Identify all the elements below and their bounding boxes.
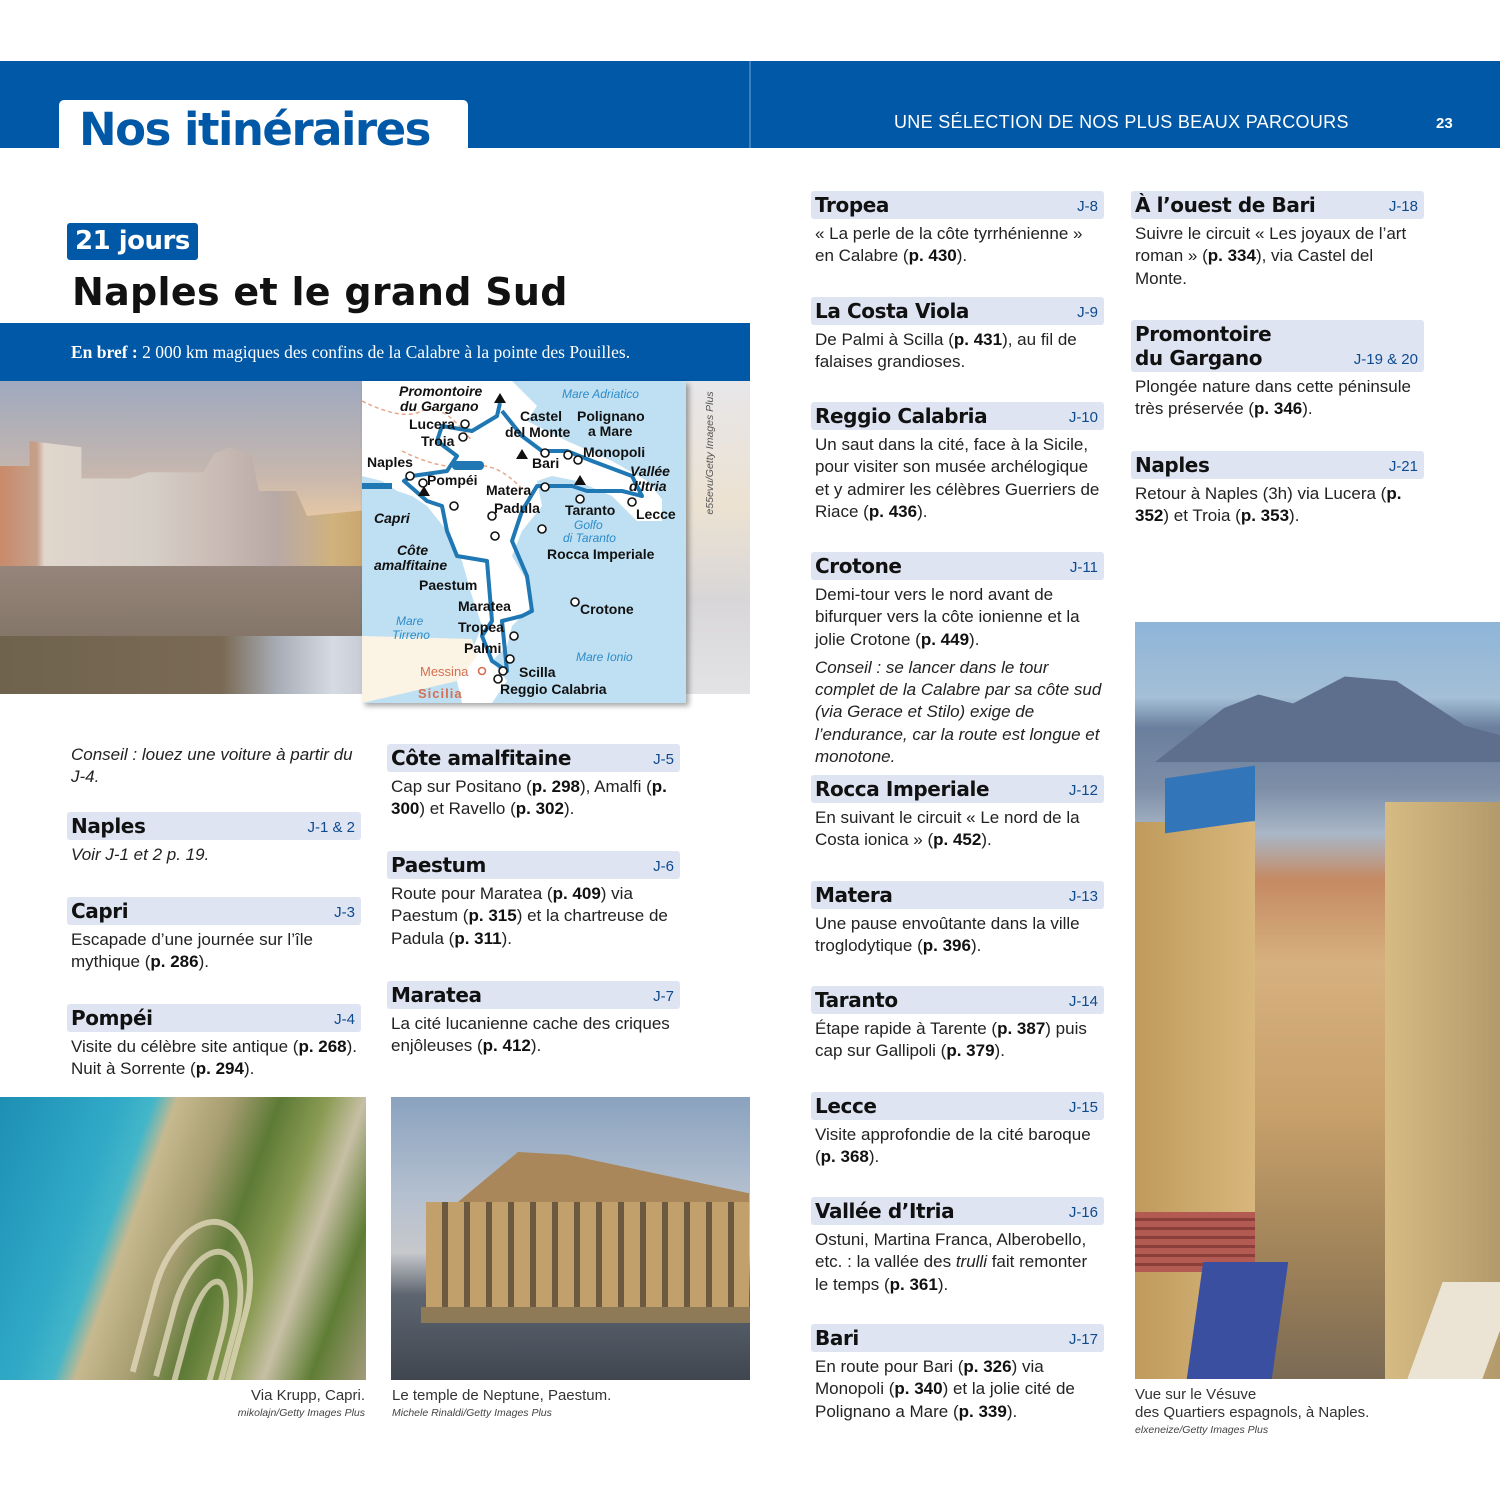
entry-name: À l’ouest de Bari bbox=[1135, 193, 1316, 217]
entry-header bbox=[811, 552, 1104, 580]
itinerary-entry bbox=[67, 1004, 361, 1081]
section-title-tab bbox=[59, 100, 468, 156]
photo-via-krupp-capri bbox=[0, 1097, 366, 1380]
page-gutter bbox=[749, 61, 751, 148]
entry-day: J-10 bbox=[1068, 409, 1098, 426]
entry-name: Côte amalfitaine bbox=[391, 746, 572, 770]
entry-header bbox=[67, 897, 361, 925]
photo-quartiers-espagnols-naples bbox=[1135, 622, 1500, 1379]
map-label-del-monte: del Monte bbox=[505, 424, 571, 440]
itinerary-entry bbox=[1131, 191, 1424, 290]
map-label-matera: Matera bbox=[486, 482, 532, 498]
entry-day: J-9 bbox=[1077, 304, 1098, 321]
entry-name: Pompéi bbox=[71, 1006, 153, 1030]
entry-body: Visite approfondie de la cité baroque (p. 368). bbox=[815, 1125, 1091, 1167]
entry-body: Un saut dans la cité, face à la Sicile, pour visiter son musée archélogique et y admirer les célèbres Guerriers de Riace (p. 436). bbox=[815, 435, 1100, 521]
photo-temple-roof bbox=[419, 1152, 749, 1207]
photo-credit-paestum: Michele Rinaldi/Getty Images Plus bbox=[392, 1407, 552, 1419]
car-icon bbox=[452, 461, 484, 470]
entry-day: J-7 bbox=[653, 988, 674, 1005]
itinerary-entry bbox=[811, 191, 1104, 268]
entry-day: J-4 bbox=[334, 1011, 355, 1028]
entry-body: Demi-tour vers le nord avant de bifurquer vers la côte ionienne et la jolie Crotone (p. 449). bbox=[815, 585, 1080, 649]
itinerary-entry bbox=[811, 402, 1104, 523]
photo-credit-naples: elxeneize/Getty Images Plus bbox=[1135, 1424, 1269, 1436]
entry-header bbox=[811, 191, 1104, 219]
map-label-paestum: Paestum bbox=[419, 577, 478, 593]
entry-day: J-19 & 20 bbox=[1353, 351, 1418, 368]
entry-header bbox=[811, 881, 1104, 909]
itinerary-entry bbox=[67, 897, 361, 974]
entry-header bbox=[811, 1197, 1104, 1225]
map-label-cote: Côte bbox=[397, 542, 429, 558]
map-sea-golfo: Golfo bbox=[574, 518, 603, 532]
itinerary-entry bbox=[811, 297, 1104, 374]
entry-body: Plongée nature dans cette péninsule très préservée (p. 346). bbox=[1135, 377, 1411, 419]
entry-header bbox=[811, 1324, 1104, 1352]
entry-day: J-15 bbox=[1068, 1099, 1098, 1116]
map-sea-tirreno: Tirreno bbox=[392, 628, 430, 642]
en-bref-text bbox=[71, 342, 630, 363]
entry-name: Crotone bbox=[815, 554, 902, 578]
entry-name: Rocca Imperiale bbox=[815, 777, 990, 801]
photo-blue-cloth bbox=[1187, 1262, 1288, 1379]
entry-body: Retour à Naples (3h) via Lucera (p. 352) et Troia (p. 353). bbox=[1135, 484, 1402, 526]
map-label-palmi: Palmi bbox=[464, 640, 502, 656]
entry-header bbox=[811, 1092, 1104, 1120]
itinerary-entry bbox=[811, 552, 1108, 768]
map-sea-mare: Mare bbox=[396, 614, 424, 628]
entry-header bbox=[387, 981, 680, 1009]
map-label-ditria: d'Itria bbox=[629, 478, 667, 494]
photo-temple-base bbox=[421, 1307, 750, 1323]
page-number: 23 bbox=[1436, 115, 1453, 132]
map-label-vallee: Vallée bbox=[630, 463, 670, 479]
itinerary-entry bbox=[67, 812, 361, 866]
entry-header bbox=[1131, 451, 1424, 479]
map-label-reggio: Reggio Calabria bbox=[500, 681, 607, 697]
entry-day: J-3 bbox=[334, 904, 355, 921]
entry-body: Visite du célèbre site antique (p. 268). Nuit à Sorrente (p. 294). bbox=[71, 1037, 358, 1079]
hero-photo-credit bbox=[700, 392, 720, 522]
entry-header bbox=[67, 1004, 361, 1032]
map-label-castel: Castel bbox=[520, 408, 563, 424]
entry-day: J-13 bbox=[1068, 888, 1098, 905]
itinerary-entry bbox=[811, 986, 1104, 1063]
entry-name: Bari bbox=[815, 1326, 859, 1350]
entry-header bbox=[811, 297, 1104, 325]
map-label-a-mare: a Mare bbox=[588, 423, 633, 439]
header-subtitle: UNE SÉLECTION DE NOS PLUS BEAUX PARCOURS bbox=[894, 112, 1349, 132]
map-label-promontoire: Promontoire bbox=[399, 383, 483, 399]
map-label-tropea: Tropea bbox=[458, 619, 504, 635]
map-label-troia: Troia bbox=[421, 433, 455, 449]
route-map bbox=[362, 381, 686, 703]
entry-body: De Palmi à Scilla (p. 431), au fil de falaises grandioses. bbox=[815, 330, 1077, 372]
entry-header bbox=[67, 812, 361, 840]
photo-buildings bbox=[0, 441, 370, 566]
map-sea-ionio: Mare Ionio bbox=[576, 650, 633, 664]
entry-day: J-12 bbox=[1068, 782, 1098, 799]
photo-caption-capri: Via Krupp, Capri. bbox=[251, 1387, 365, 1404]
entry-name: Reggio Calabria bbox=[815, 404, 988, 428]
ferry-icon bbox=[362, 483, 392, 489]
map-sea-di-taranto: di Taranto bbox=[563, 531, 616, 545]
en-bref-summary: 2 000 km magiques des confins de la Calabre à la pointe des Pouilles. bbox=[137, 342, 631, 362]
entry-header bbox=[387, 744, 680, 772]
map-label-polignano: Polignano bbox=[577, 408, 645, 424]
entry-body: En route pour Bari (p. 326) via Monopoli (p. 340) et la jolie cité de Polignano a Mare (p. 339). bbox=[815, 1357, 1075, 1421]
itinerary-entry bbox=[811, 1324, 1104, 1423]
entry-name: Capri bbox=[71, 899, 129, 923]
map-label-lecce: Lecce bbox=[636, 506, 676, 522]
map-label-monopoli: Monopoli bbox=[583, 444, 646, 460]
entry-body: Une pause envoûtante dans la ville troglodytique (p. 396). bbox=[815, 914, 1080, 956]
entry-conseil-note: Conseil : se lancer dans le tour complet de la Calabre par sa côte sud (via Gerace et Stilo) exige de l’endurance, car la route est longue et monotone. bbox=[815, 657, 1102, 767]
entry-day: J-1 & 2 bbox=[307, 819, 355, 836]
map-label-taranto: Taranto bbox=[565, 502, 616, 518]
entry-header bbox=[1131, 320, 1424, 372]
map-label-amalfitaine: amalfitaine bbox=[374, 557, 448, 573]
photo-caption-paestum: Le temple de Neptune, Paestum. bbox=[392, 1387, 612, 1404]
conseil-intro: Conseil : louez une voiture à partir du J-4. bbox=[71, 745, 353, 786]
entry-body: En suivant le circuit « Le nord de la Costa ionica » (p. 452). bbox=[815, 808, 1080, 850]
map-label-bari: Bari bbox=[532, 455, 560, 471]
entry-day: J-16 bbox=[1068, 1204, 1098, 1221]
map-label-padula: Padula bbox=[494, 500, 540, 516]
entry-body: Ostuni, Martina Franca, Alberobello, etc. : la vallée des trulli fait remonter le temps (p. 361). bbox=[815, 1230, 1088, 1294]
map-sea-adriatico: Mare Adriatico bbox=[562, 387, 639, 401]
itinerary-entry bbox=[1131, 451, 1424, 528]
entry-name: Lecce bbox=[815, 1094, 877, 1118]
map-label-pompei: Pompéi bbox=[427, 472, 478, 488]
entry-body-text: Voir J-1 et 2 p. 19. bbox=[71, 845, 210, 864]
entry-name: Naples bbox=[71, 814, 146, 838]
entry-day: J-21 bbox=[1388, 458, 1418, 475]
entry-name: La Costa Viola bbox=[815, 299, 970, 323]
entry-body: Étape rapide à Tarente (p. 387) puis cap sur Gallipoli (p. 379). bbox=[815, 1019, 1087, 1061]
entry-day: J-17 bbox=[1068, 1331, 1098, 1348]
photo-temple-columns bbox=[426, 1202, 749, 1312]
itinerary-entry bbox=[811, 1092, 1104, 1169]
photo-seawall bbox=[0, 566, 370, 636]
map-label-crotone: Crotone bbox=[580, 601, 634, 617]
map-label-messina: Messina bbox=[420, 664, 469, 679]
entry-name: Maratea bbox=[391, 983, 482, 1007]
photo-vesuvius bbox=[1155, 672, 1500, 762]
photo-credit-capri: mikolajn/Getty Images Plus bbox=[237, 1407, 365, 1419]
itinerary-entry bbox=[811, 881, 1104, 958]
entry-name: Promontoire du Gargano bbox=[1135, 322, 1272, 370]
map-label-maratea: Maratea bbox=[458, 598, 511, 614]
entry-day: J-5 bbox=[653, 751, 674, 768]
entry-body: « La perle de la côte tyrrhénienne » en Calabre (p. 430). bbox=[815, 224, 1083, 266]
entry-header bbox=[387, 851, 680, 879]
photo-caption-naples: Vue sur le Vésuve des Quartiers espagnols, à Naples. bbox=[1135, 1386, 1370, 1421]
duration-badge: 21 jours bbox=[67, 223, 198, 260]
entry-header bbox=[811, 986, 1104, 1014]
map-label-du-gargano: du Gargano bbox=[400, 398, 479, 414]
itinerary-entry bbox=[811, 775, 1104, 852]
entry-day: J-8 bbox=[1077, 198, 1098, 215]
entry-name: Vallée d’Itria bbox=[815, 1199, 955, 1223]
entry-body bbox=[67, 844, 361, 866]
itinerary-entry bbox=[387, 851, 680, 950]
entry-name: Tropea bbox=[815, 193, 890, 217]
entry-day: J-14 bbox=[1068, 993, 1098, 1010]
en-bref-label: En bref : bbox=[71, 342, 138, 362]
entry-header bbox=[811, 775, 1104, 803]
entry-name: Paestum bbox=[391, 853, 486, 877]
route-title: Naples et le grand Sud bbox=[72, 270, 568, 314]
map-label-scilla: Scilla bbox=[519, 664, 556, 680]
entry-body: Cap sur Positano (p. 298), Amalfi (p. 300) et Ravello (p. 302). bbox=[391, 777, 667, 819]
entry-body: Escapade d’une journée sur l’île mythique (p. 286). bbox=[71, 930, 313, 972]
entry-day: J-11 bbox=[1069, 559, 1098, 576]
map-label-capri: Capri bbox=[374, 510, 410, 526]
photo-beach bbox=[0, 636, 370, 694]
map-label-sicilia: Sicilia bbox=[418, 686, 463, 701]
map-label-naples: Naples bbox=[367, 454, 413, 470]
hero-photo-credit-text: e55evu/Getty Images Plus bbox=[704, 391, 716, 515]
itinerary-entry bbox=[811, 1197, 1104, 1296]
map-label-rocca: Rocca Imperiale bbox=[547, 546, 655, 562]
entry-header bbox=[811, 402, 1104, 430]
entry-body: La cité lucanienne cache des criques enjôleuses (p. 412). bbox=[391, 1014, 670, 1056]
entry-day: J-6 bbox=[653, 858, 674, 875]
map-label-lucera: Lucera bbox=[409, 416, 455, 432]
itinerary-entry bbox=[387, 981, 680, 1058]
entry-header bbox=[1131, 191, 1424, 219]
entry-name: Taranto bbox=[815, 988, 898, 1012]
entry-day: J-18 bbox=[1388, 198, 1418, 215]
photo-temple-neptune-paestum bbox=[391, 1097, 750, 1380]
itinerary-entry bbox=[387, 744, 680, 821]
entry-body: Suivre le circuit « Les joyaux de l’art roman » (p. 334), via Castel del Monte. bbox=[1135, 224, 1407, 288]
entry-name: Matera bbox=[815, 883, 893, 907]
section-title: Nos itinéraires bbox=[79, 103, 430, 156]
entry-body: Route pour Maratea (p. 409) via Paestum (p. 315) et la chartreuse de Padula (p. 311). bbox=[391, 884, 668, 948]
itinerary-entry bbox=[1131, 320, 1424, 421]
entry-name: Naples bbox=[1135, 453, 1210, 477]
